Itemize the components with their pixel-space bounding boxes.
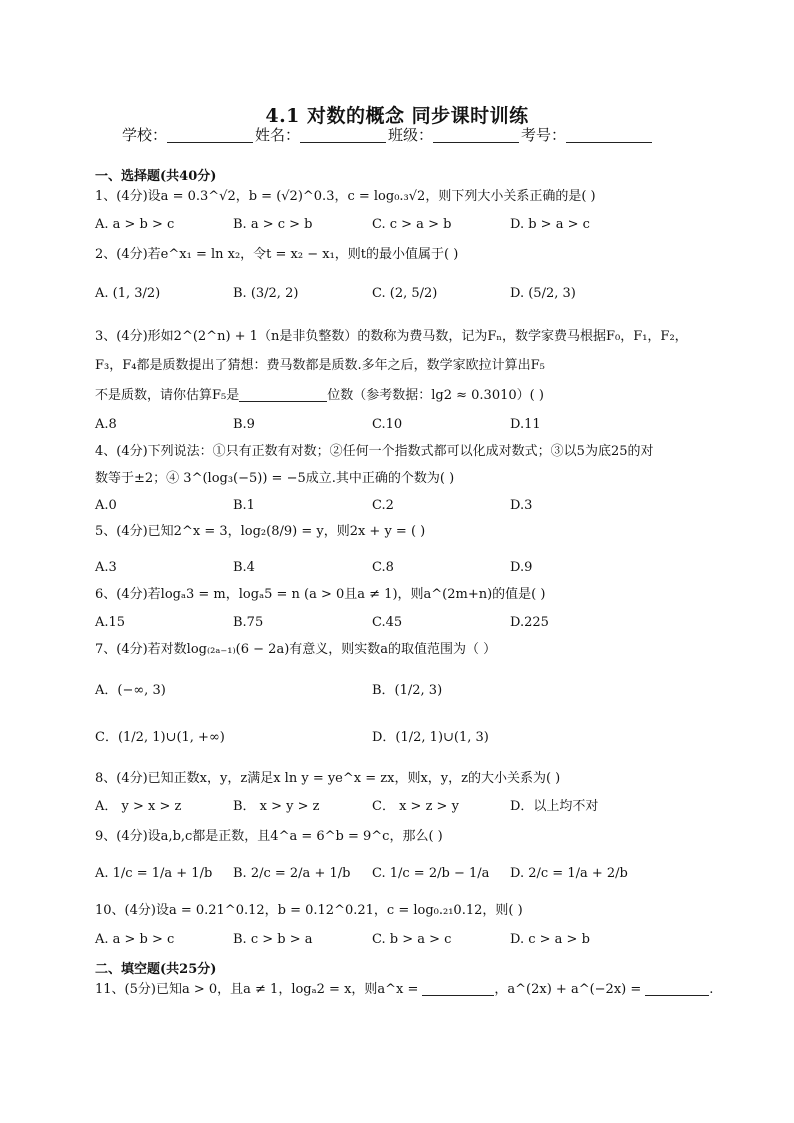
q11-text-end: .	[709, 982, 714, 997]
section-heading-fill: 二、填空题(共25分)	[95, 962, 217, 977]
q3-option-a: A.8	[95, 417, 117, 432]
q6-option-c: C.45	[372, 615, 403, 630]
q1-option-c: C. c > a > b	[372, 217, 452, 232]
q1-option-a: A. a > b > c	[95, 217, 175, 232]
q6-option-d: D.225	[510, 615, 549, 630]
school-label: 学校：	[122, 126, 168, 144]
student-info-line	[122, 124, 654, 145]
q11-answer-blank-2[interactable]	[645, 981, 709, 996]
q9-option-b: B. 2/c = 2/a + 1/b	[233, 866, 351, 881]
q8-option-d: D．以上均不对	[510, 799, 599, 814]
question-7: 7、(4分)若对数log₍₂ₐ₋₁₎(6 − 2a)有意义，则实数a的取值范围为（ ）	[95, 642, 497, 657]
q7-option-a: A．(−∞, 3)	[95, 683, 166, 698]
q5-option-b: B.4	[233, 560, 255, 575]
q4-option-a: A.0	[95, 498, 117, 513]
name-blank[interactable]	[300, 128, 386, 143]
q6-option-a: A.15	[95, 615, 126, 630]
class-blank[interactable]	[433, 128, 519, 143]
q5-option-d: D.9	[510, 560, 533, 575]
question-5: 5、(4分)已知2^x = 3，log₂(8/9) = y，则2x + y = ( )	[95, 524, 426, 539]
q1-option-b: B. a > c > b	[233, 217, 313, 232]
q3-option-d: D.11	[510, 417, 541, 432]
section-heading-choice: 一、选择题(共40分)	[95, 169, 217, 184]
question-10: 10、(4分)设a = 0.21^0.12，b = 0.12^0.21，c = log₀.₂₁0.12，则( )	[95, 903, 523, 918]
q1-option-d: D. b > a > c	[510, 217, 590, 232]
question-2: 2、(4分)若e^x₁ = ln x₂，令t = x₂ − x₁，则t的最小值属于( )	[95, 247, 459, 262]
q8-option-a: A． y > x > z	[95, 799, 182, 814]
q7-option-c: C．(1/2, 1)∪(1, +∞)	[95, 730, 225, 745]
question-6: 6、(4分)若logₐ3 = m，logₐ5 = n (a > 0且a ≠ 1)，则a^(2m+n)的值是( )	[95, 587, 546, 602]
name-label: 姓名：	[255, 126, 301, 144]
question-3-line-2: F₃，F₄都是质数提出了猜想：费马数都是质数.多年之后，数学家欧拉计算出F₅	[95, 358, 545, 373]
question-3-line-3	[95, 386, 544, 406]
school-blank[interactable]	[167, 128, 253, 143]
q2-option-a: A. (1, 3/2)	[95, 286, 161, 301]
q8-option-b: B． x > y > z	[233, 799, 320, 814]
class-label: 班级：	[388, 126, 434, 144]
question-8: 8、(4分)已知正数x，y，z满足x ln y = ye^x = zx，则x，y，z的大小关系为( )	[95, 771, 561, 786]
number-blank[interactable]	[566, 128, 652, 143]
question-4-line-2: 数等于±2；④ 3^(log₃(−5)) = −5成立.其中正确的个数为( )	[95, 471, 455, 486]
q10-option-b: B. c > b > a	[233, 932, 313, 947]
question-1: 1、(4分)设a = 0.3^√2，b = (√2)^0.3，c = log₀.₃√2，则下列大小关系正确的是( )	[95, 189, 596, 204]
question-11	[95, 980, 713, 1000]
q4-option-b: B.1	[233, 498, 255, 513]
page-title: 4.1 对数的概念 同步课时训练	[265, 105, 529, 127]
q9-option-c: C. 1/c = 2/b − 1/a	[372, 866, 490, 881]
q7-option-d: D．(1/2, 1)∪(1, 3)	[372, 730, 489, 745]
q3-option-c: C.10	[372, 417, 403, 432]
q2-option-d: D. (5/2, 3)	[510, 286, 576, 301]
q5-option-a: A.3	[95, 560, 117, 575]
q7-option-b: B．(1/2, 3)	[372, 683, 443, 698]
number-label: 考号：	[521, 126, 567, 144]
q11-text-part-2: ，a^(2x) + a^(−2x) =	[494, 982, 642, 997]
question-4-line-1: 4、(4分)下列说法：①只有正数有对数；②任何一个指数式都可以化成对数式；③以5为底25的对	[95, 444, 654, 459]
q10-option-c: C. b > a > c	[372, 932, 452, 947]
q2-option-c: C. (2, 5/2)	[372, 286, 438, 301]
q3-text-before-blank: 不是质数，请你估算F₅是	[95, 388, 240, 403]
q3-text-after-blank: 位数（参考数据：lg2 ≈ 0.3010）( )	[327, 388, 544, 403]
q3-option-b: B.9	[233, 417, 255, 432]
q9-option-d: D. 2/c = 1/a + 2/b	[510, 866, 628, 881]
q3-answer-blank[interactable]	[239, 387, 327, 402]
q10-option-a: A. a > b > c	[95, 932, 175, 947]
q11-answer-blank-1[interactable]	[422, 981, 494, 996]
q5-option-c: C.8	[372, 560, 394, 575]
q9-option-a: A. 1/c = 1/a + 1/b	[95, 866, 213, 881]
q8-option-c: C． x > z > y	[372, 799, 459, 814]
q4-option-d: D.3	[510, 498, 533, 513]
q2-option-b: B. (3/2, 2)	[233, 286, 299, 301]
question-3-line-1: 3、(4分)形如2^(2^n) + 1（n是非负整数）的数称为费马数，记为Fₙ，数学家费马根据F₀，F₁，F₂，	[95, 329, 688, 344]
q6-option-b: B.75	[233, 615, 264, 630]
question-9: 9、(4分)设a,b,c都是正数，且4^a = 6^b = 9^c，那么( )	[95, 829, 443, 844]
q11-text-part-1: 11、(5分)已知a > 0，且a ≠ 1，logₐ2 = x，则a^x =	[95, 982, 419, 997]
q10-option-d: D. c > a > b	[510, 932, 590, 947]
q4-option-c: C.2	[372, 498, 394, 513]
